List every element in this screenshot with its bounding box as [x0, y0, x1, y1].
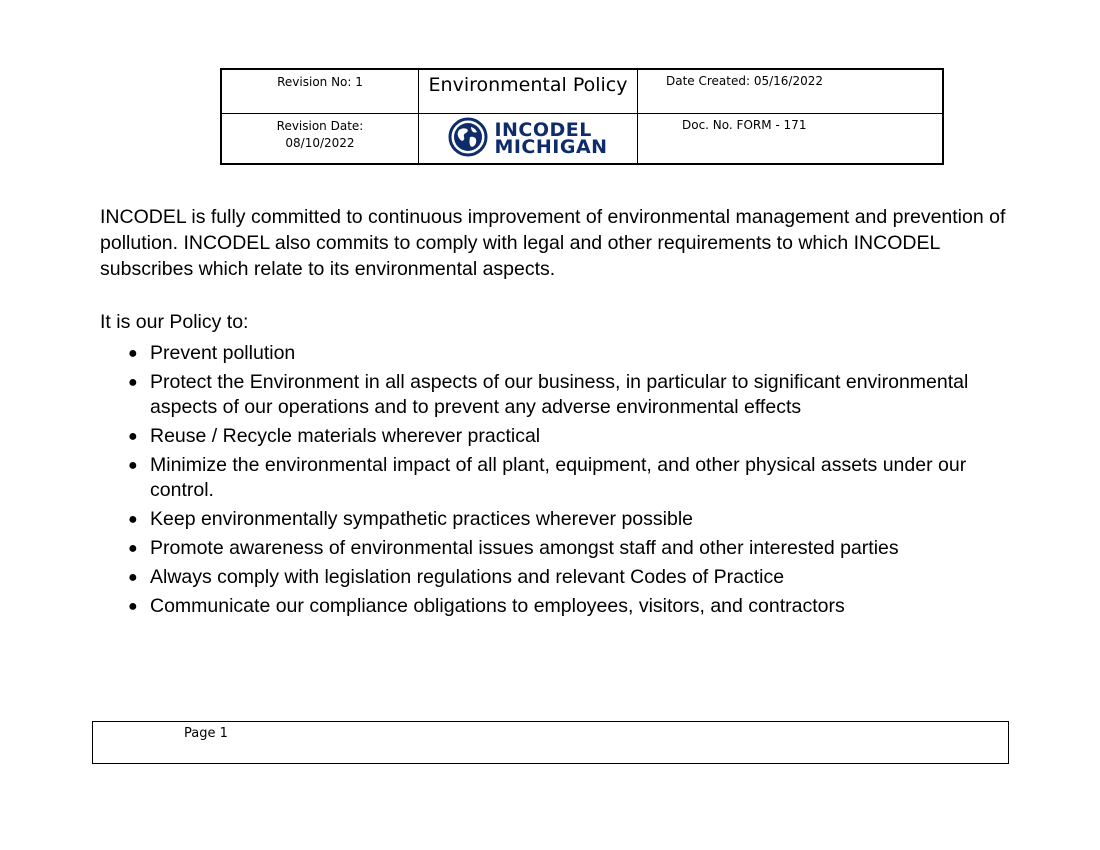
bullet-icon: ● — [128, 428, 138, 445]
revision-date-value: 08/10/2022 — [285, 135, 355, 150]
policy-item: ● Communicate our compliance obligations to employees, visitors, and contractors — [128, 595, 845, 617]
policy-item: ● Always comply with legislation regulations and relevant Codes of Practice — [128, 566, 785, 588]
bullet-icon: ● — [128, 345, 138, 362]
bullet-icon: ● — [128, 598, 138, 615]
page-footer — [92, 721, 1009, 764]
globe-icon — [448, 117, 488, 161]
bullet-icon: ● — [128, 457, 138, 474]
doc-no: Doc. No. FORM - 171 — [682, 117, 807, 132]
logo-line-2: MICHIGAN — [494, 136, 608, 159]
revision-date-cell — [221, 113, 419, 164]
revision-date-label: Revision Date: — [276, 118, 364, 133]
intro-paragraph: INCODEL is fully committed to continuous improvement of environmental management and prevention of pollution. INCODEL also commits to comply with legal and other requirements to which INCODEL subscribes which relate to its environmental aspects. — [100, 206, 1006, 280]
policy-lead: It is our Policy to: — [100, 311, 249, 333]
revision-no: Revision No: 1 — [221, 69, 419, 113]
document-title: Environmental Policy — [419, 69, 638, 113]
policy-body — [100, 204, 1020, 623]
page-number: Page 1 — [184, 726, 228, 741]
policy-item: ● Promote awareness of environmental issues amongst staff and other interested parties — [128, 537, 899, 559]
bullet-icon: ● — [128, 511, 138, 528]
policy-item: ● Reuse / Recycle materials wherever practical — [128, 425, 541, 447]
logo-line-1: INCODEL — [494, 119, 592, 142]
date-created-cell — [638, 69, 944, 113]
bullet-icon: ● — [128, 569, 138, 586]
doc-no-cell — [638, 113, 944, 164]
policy-item: ● Protect the Environment in all aspects of our business, in particular to significant environmental aspects of our operations and to prevent any adverse environmental effects — [128, 371, 969, 418]
policy-item: ● Minimize the environmental impact of all plant, equipment, and other physical assets under our control. — [128, 454, 967, 501]
logo-wordmark — [494, 119, 608, 159]
policy-item: ● Keep environmentally sympathetic practices wherever possible — [128, 508, 694, 530]
incodel-logo — [448, 117, 607, 161]
policy-list — [100, 341, 1020, 619]
date-created: Date Created: 05/16/2022 — [666, 74, 824, 88]
policy-item: ● Prevent pollution — [128, 342, 296, 364]
logo-cell — [419, 113, 638, 164]
document-header-table — [220, 68, 944, 165]
bullet-icon: ● — [128, 540, 138, 557]
bullet-icon: ● — [128, 374, 138, 391]
